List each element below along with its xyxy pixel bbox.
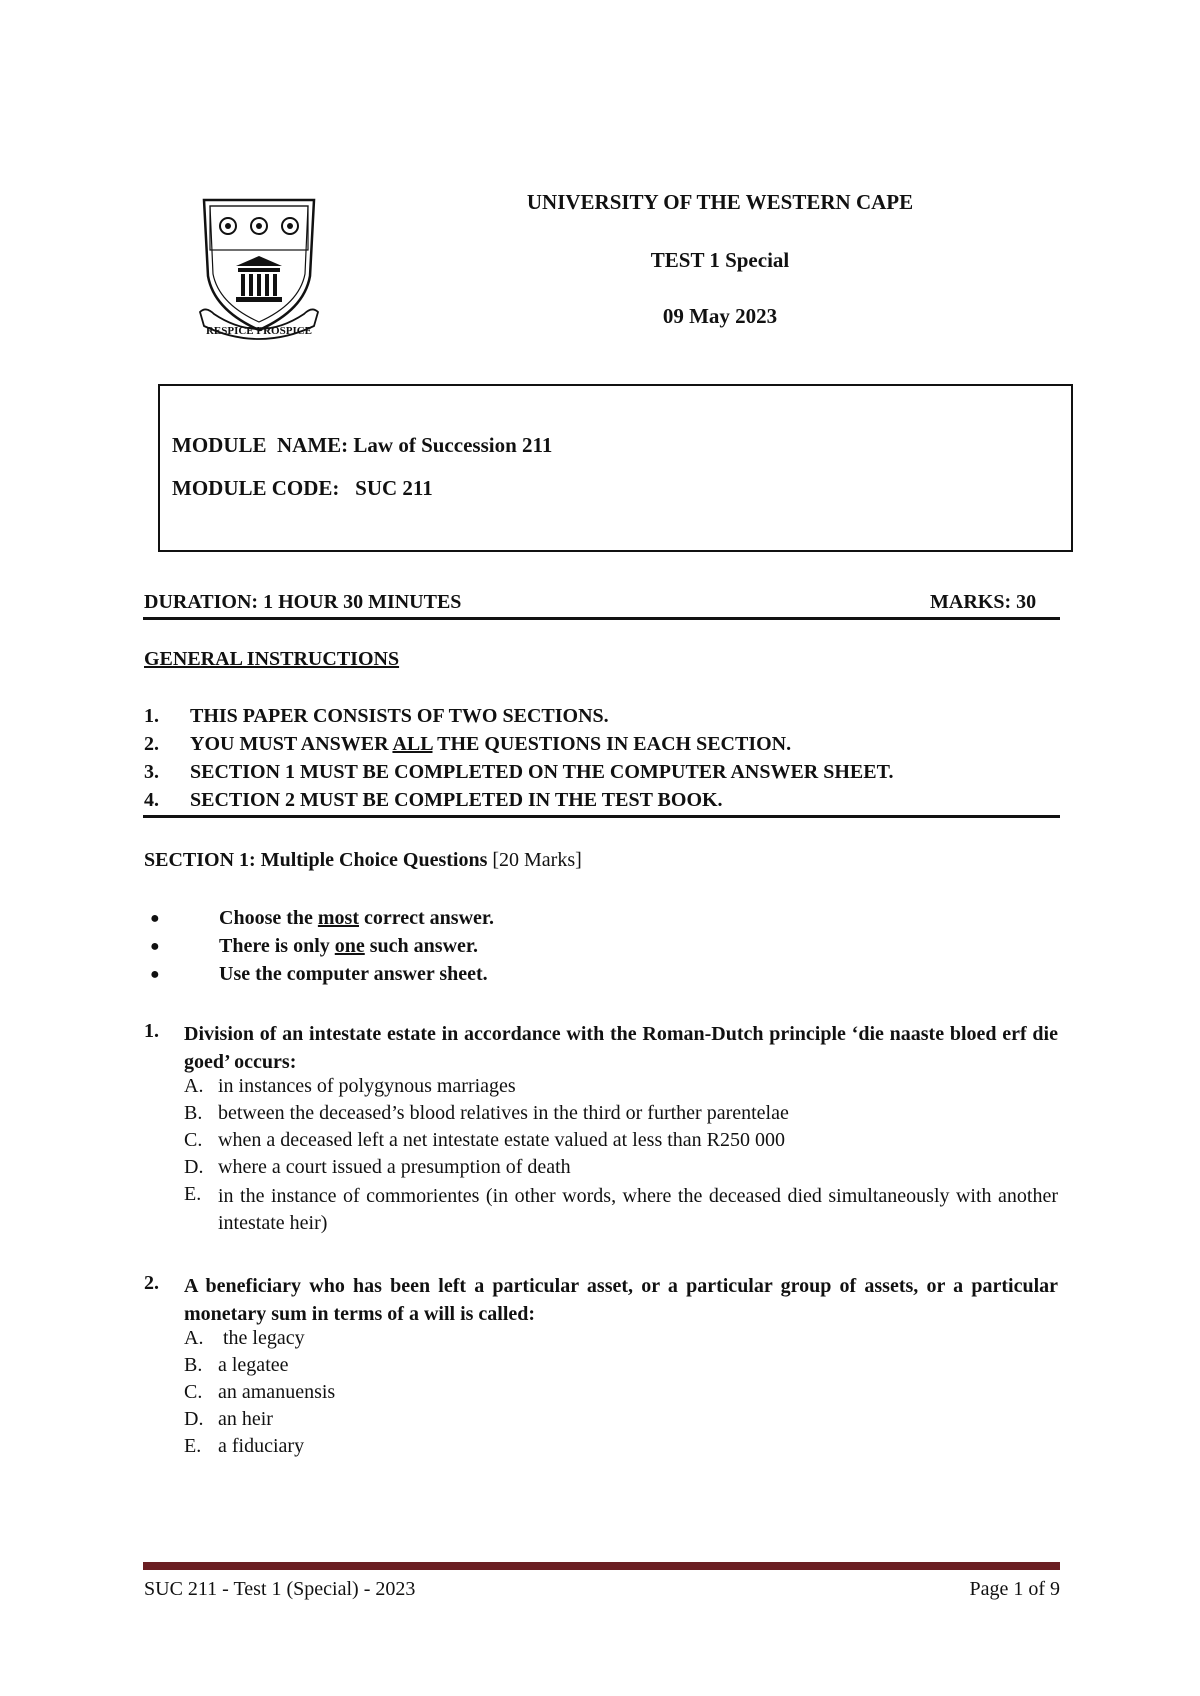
crest-motto: RESPICE PROSPICE (205, 325, 313, 337)
university-name: UNIVERSITY OF THE WESTERN CAPE (526, 190, 914, 214)
question-text: Division of an intestate estate in accordance with the Roman-Dutch principle ‘die naaste bloed erf die goed’ occurs: (184, 1023, 1058, 1073)
option-text: the legacy (218, 1327, 305, 1349)
bullet-text: Choose the most correct answer. (219, 907, 494, 929)
module-box (158, 384, 1073, 552)
test-date: 09 May 2023 (662, 304, 778, 328)
question-text: A beneficiary who has been left a particular asset, or a particular group of assets, or a particular monetary sum in terms of a will is called: (184, 1275, 1058, 1325)
emphasis-all: ALL (392, 733, 433, 755)
module-code-label: MODULE CODE: (172, 476, 340, 500)
option-text: where a court issued a presumption of death (218, 1156, 571, 1178)
option-letter: A. (184, 1075, 204, 1097)
question-number: 1. (144, 1020, 159, 1042)
option-text: an heir (218, 1408, 273, 1430)
test-title: TEST 1 Special (650, 248, 790, 272)
emphasis-one: one (334, 935, 365, 957)
marks: MARKS: 30 (930, 591, 1037, 613)
footer-left: SUC 211 - Test 1 (Special) - 2023 (144, 1578, 416, 1600)
instruction-text: YOU MUST ANSWER ALL THE QUESTIONS IN EACH SECTION. (190, 733, 792, 755)
option-text: a legatee (218, 1354, 289, 1376)
module-code-value: SUC 211 (355, 476, 433, 500)
option-letter: D. (184, 1408, 204, 1430)
university-crest (196, 194, 322, 348)
footer-bar (143, 1562, 1060, 1570)
divider (143, 815, 1060, 818)
option-letter: E. (184, 1183, 202, 1205)
option-letter: B. (184, 1354, 203, 1376)
page-number: Page 1 of 9 (969, 1578, 1060, 1600)
bullet-text: Use the computer answer sheet. (219, 963, 488, 985)
instruction-number: 1. (144, 705, 159, 727)
section1-title: SECTION 1: Multiple Choice Questions [20 Marks] (144, 849, 582, 871)
option-letter: C. (184, 1129, 203, 1151)
module-name-label: MODULE NAME: (172, 433, 349, 457)
option-letter: D. (184, 1156, 204, 1178)
module-code-line (172, 476, 433, 501)
instruction-number: 2. (144, 733, 159, 755)
option-text: when a deceased left a net intestate estate valued at less than R250 000 (218, 1129, 786, 1151)
bullet-icon: ● (150, 910, 160, 927)
bullet-text: There is only one such answer. (219, 935, 478, 957)
bullet-icon: ● (150, 938, 160, 955)
option-text: in instances of polygynous marriages (218, 1075, 516, 1097)
instruction-text: SECTION 1 MUST BE COMPLETED ON THE COMPUTER ANSWER SHEET. (190, 761, 894, 783)
option-letter: A. (184, 1327, 204, 1349)
option-text: a fiduciary (218, 1435, 305, 1457)
module-name-value: Law of Succession 211 (353, 433, 553, 457)
instruction-number: 4. (144, 789, 159, 811)
option-letter: B. (184, 1102, 203, 1124)
option-text: in the instance of commorientes (in other words, where the deceased died simultaneously with another intestate heir) (218, 1185, 1058, 1234)
instruction-number: 3. (144, 761, 159, 783)
instruction-text: SECTION 2 MUST BE COMPLETED IN THE TEST BOOK. (190, 789, 723, 811)
option-letter: C. (184, 1381, 203, 1403)
question-number: 2. (144, 1272, 159, 1294)
emphasis-most: most (317, 907, 359, 929)
instruction-text: THIS PAPER CONSISTS OF TWO SECTIONS. (190, 705, 609, 727)
duration: DURATION: 1 HOUR 30 MINUTES (144, 591, 462, 613)
option-text: between the deceased’s blood relatives in the third or further parentelae (218, 1102, 789, 1124)
option-text: an amanuensis (218, 1381, 336, 1403)
bullet-icon: ● (150, 966, 160, 983)
divider (143, 617, 1060, 620)
option-letter: E. (184, 1435, 202, 1457)
module-name-line (172, 433, 552, 458)
general-instructions-title: GENERAL INSTRUCTIONS (144, 648, 400, 670)
